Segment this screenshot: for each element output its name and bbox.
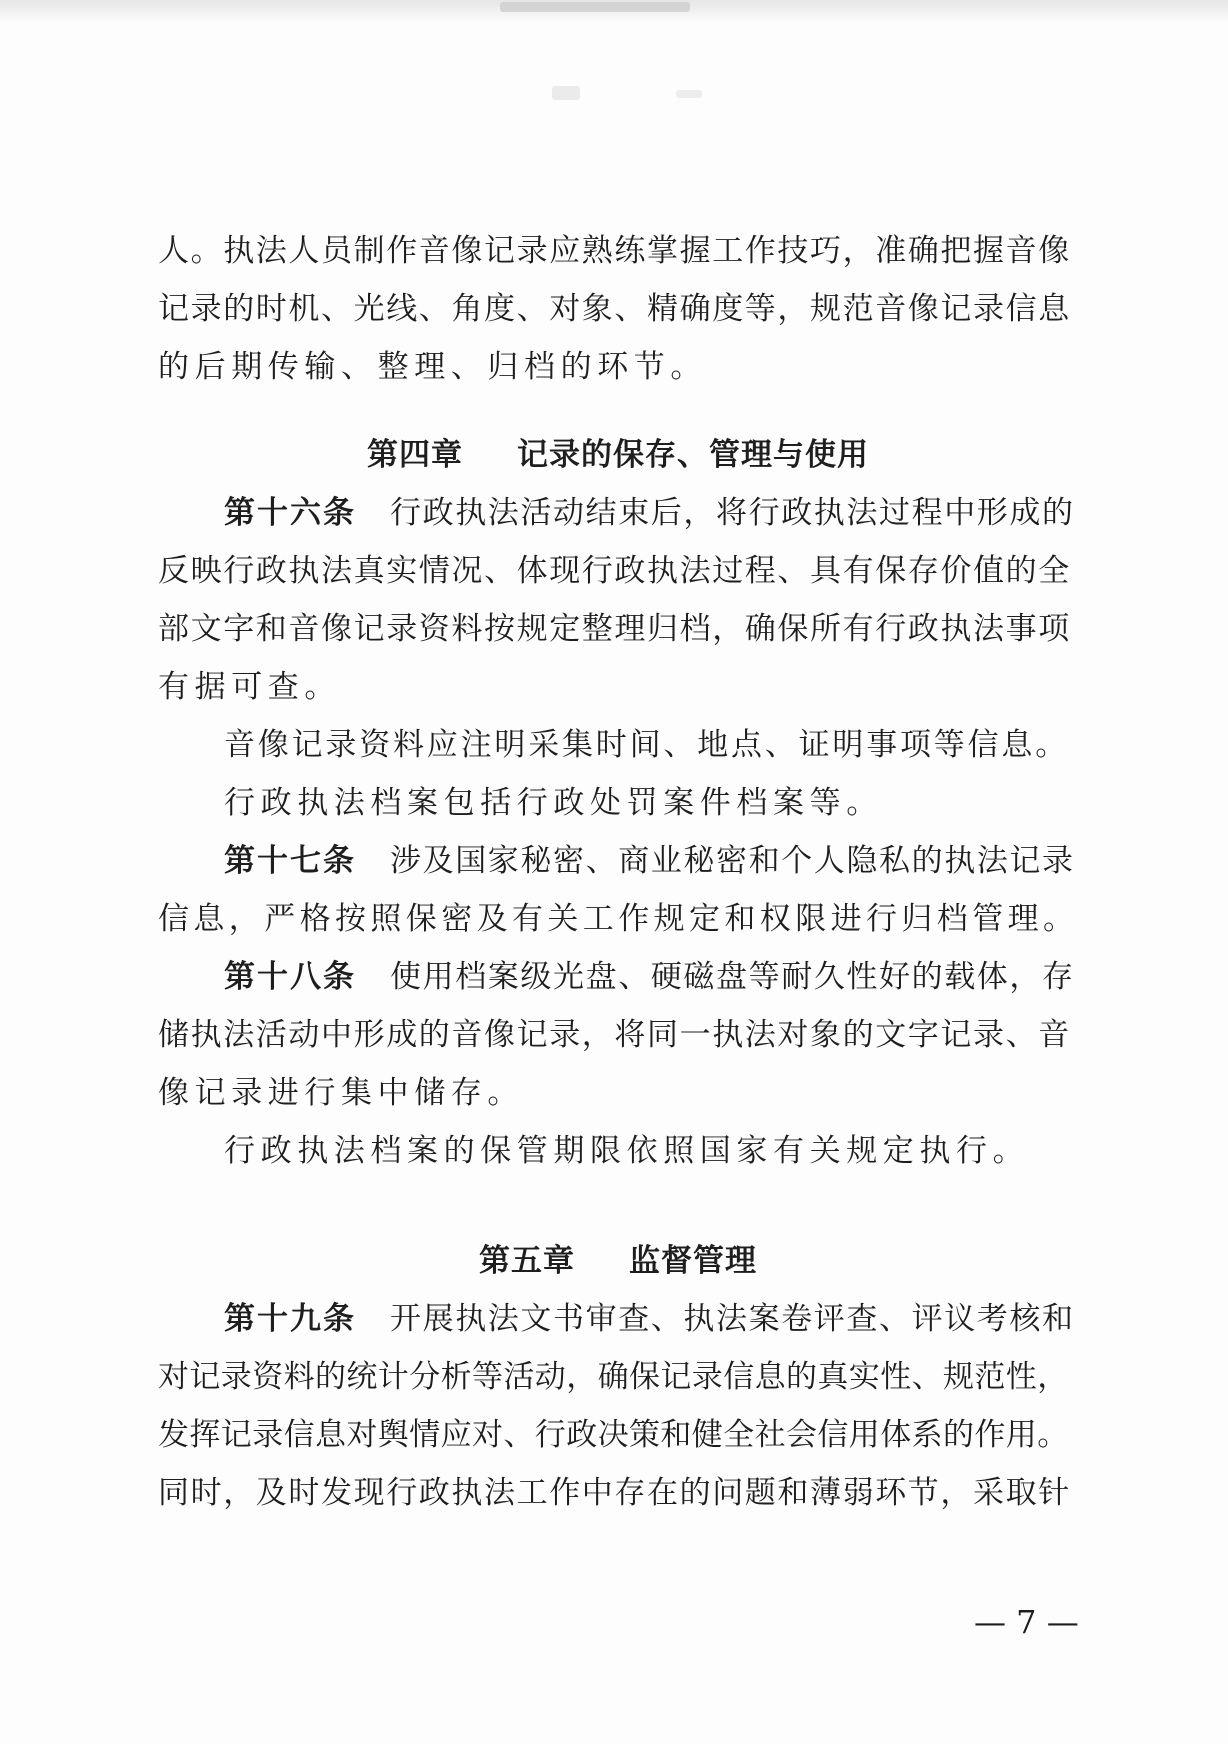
article-text: 涉及国家秘密、商业秘密和个人隐私的执法记录	[390, 843, 1075, 879]
article-first-line	[158, 948, 1078, 1006]
article-first-line	[158, 1290, 1078, 1348]
article-label: 第十八条	[224, 959, 356, 995]
chapter-heading	[158, 426, 1078, 484]
text-line: 对记录资料的统计分析等活动，确保记录信息的真实性、规范性，	[158, 1359, 1069, 1395]
article-first-line	[158, 484, 1078, 542]
chapter-title: 监督管理	[629, 1243, 757, 1279]
scan-smudge	[552, 86, 580, 100]
article-text: 开展执法文书审查、执法案卷评查、评议考核和	[390, 1301, 1075, 1337]
chapter-title: 记录的保存、管理与使用	[517, 437, 869, 473]
text-line: 有据可查。	[158, 669, 341, 705]
paragraph: 行政执法档案的保管期限依照国家有关规定执行。	[224, 1133, 1030, 1169]
article-first-line	[158, 832, 1078, 890]
text-line: 同时，及时发现行政执法工作中存在的问题和薄弱环节，采取针	[158, 1475, 1071, 1511]
text-line: 发挥记录信息对舆情应对、行政决策和健全社会信用体系的作用。	[158, 1417, 1069, 1453]
text-line: 信息，严格按照保密及有关工作规定和权限进行归档管理。	[158, 901, 1079, 937]
text-line: 的后期传输、整理、归档的环节。	[158, 349, 707, 385]
article-text: 使用档案级光盘、硬磁盘等耐久性好的载体，存	[390, 959, 1075, 995]
article-label: 第十七条	[224, 843, 356, 879]
chapter-number: 第五章	[479, 1243, 575, 1279]
text-line: 反映行政执法真实情况、体现行政执法过程、具有保存价值的全	[158, 553, 1071, 589]
text-line: 人。执法人员制作音像记录应熟练掌握工作技巧，准确把握音像	[158, 233, 1071, 269]
article-label: 第十九条	[224, 1301, 356, 1337]
text-line: 储执法活动中形成的音像记录，将同一执法对象的文字记录、音	[158, 1017, 1071, 1053]
chapter-number: 第四章	[367, 437, 463, 473]
text-line: 记录的时机、光线、角度、对象、精确度等，规范音像记录信息	[158, 291, 1071, 327]
article-label: 第十六条	[224, 495, 356, 531]
paragraph: 行政执法档案包括行政处罚案件档案等。	[224, 785, 883, 821]
scan-smudge	[676, 90, 702, 98]
page-number: — 7 —	[974, 1603, 1079, 1641]
chapter-heading	[158, 1232, 1078, 1290]
text-line: 像记录进行集中储存。	[158, 1075, 524, 1111]
scan-smudge	[500, 2, 690, 12]
paragraph: 音像记录资料应注明采集时间、地点、证明事项等信息。	[224, 727, 1069, 763]
text-line: 部文字和音像记录资料按规定整理归档，确保所有行政执法事项	[158, 611, 1071, 647]
article-text: 行政执法活动结束后，将行政执法过程中形成的	[390, 495, 1075, 531]
document-body	[158, 222, 1078, 1522]
